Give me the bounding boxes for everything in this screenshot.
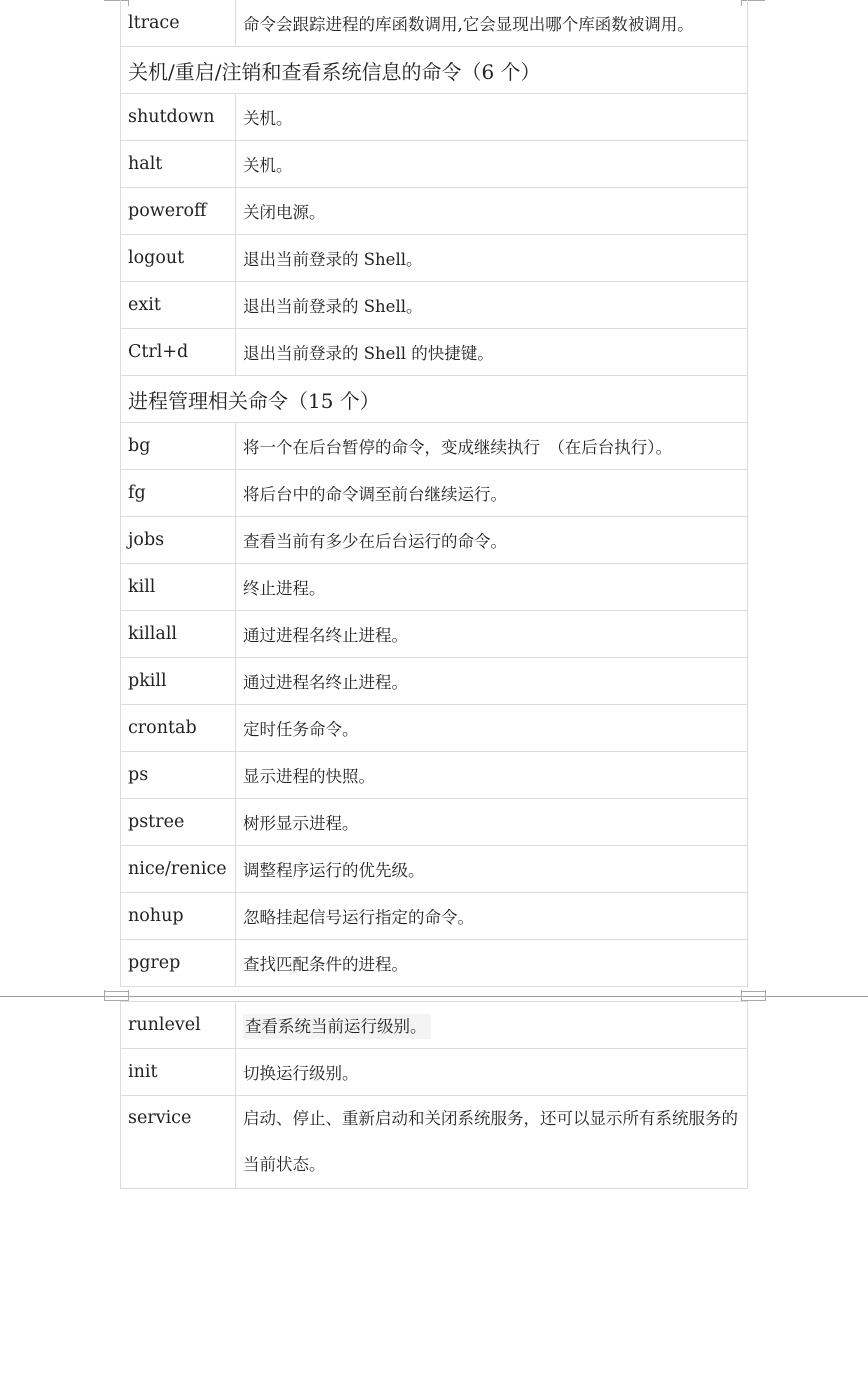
- crop-mark-bottom-left-v2: [128, 990, 129, 1001]
- table-row: [121, 470, 748, 517]
- command-cell: nice/renice: [121, 846, 236, 893]
- command-cell: pgrep: [121, 940, 236, 987]
- description-cell: 忽略挂起信号运行指定的命令。: [236, 893, 748, 940]
- command-cell: nohup: [121, 893, 236, 940]
- description-cell: 退出当前登录的 Shell。: [236, 235, 748, 282]
- description-cell: 终止进程。: [236, 564, 748, 611]
- description-cell: 显示进程的快照。: [236, 752, 748, 799]
- table-row: [121, 235, 748, 282]
- table-row: [121, 188, 748, 235]
- table-row: [121, 282, 748, 329]
- description-cell: 调整程序运行的优先级。: [236, 846, 748, 893]
- table-row: [121, 658, 748, 705]
- description-cell: 命令会跟踪进程的库函数调用,它会显现出哪个库函数被调用。: [236, 0, 748, 47]
- description-cell: 将后台中的命令调至前台继续运行。: [236, 470, 748, 517]
- command-cell: crontab: [121, 705, 236, 752]
- table-row: [121, 1002, 748, 1049]
- page-break-line: [0, 996, 868, 997]
- table-row: [121, 423, 748, 470]
- description-cell: [236, 1002, 748, 1049]
- description-cell: 定时任务命令。: [236, 705, 748, 752]
- crop-mark-bottom-right-v2: [765, 990, 766, 1001]
- table-row: [121, 705, 748, 752]
- table-row: [121, 1096, 748, 1189]
- table-row: [121, 940, 748, 987]
- command-cell: bg: [121, 423, 236, 470]
- description-cell: 关闭电源。: [236, 188, 748, 235]
- description-cell: 查看当前有多少在后台运行的命令。: [236, 517, 748, 564]
- crop-mark-bottom-right-h: [741, 991, 765, 992]
- description-cell: 切换运行级别。: [236, 1049, 748, 1096]
- description-cell: 查找匹配条件的进程。: [236, 940, 748, 987]
- table-row: [121, 329, 748, 376]
- command-cell: jobs: [121, 517, 236, 564]
- command-cell: ps: [121, 752, 236, 799]
- command-cell: killall: [121, 611, 236, 658]
- command-cell: halt: [121, 141, 236, 188]
- command-cell: shutdown: [121, 94, 236, 141]
- table-row: [121, 564, 748, 611]
- section-title: 关机/重启/注销和查看系统信息的命令（6 个）: [121, 47, 748, 94]
- command-table-top: [120, 0, 748, 987]
- command-cell: pstree: [121, 799, 236, 846]
- description-cell: 树形显示进程。: [236, 799, 748, 846]
- description-cell: 退出当前登录的 Shell 的快捷键。: [236, 329, 748, 376]
- table-row: [121, 94, 748, 141]
- section-row: [121, 376, 748, 423]
- table-row: [121, 0, 748, 47]
- command-table-bottom: [120, 1001, 748, 1189]
- command-cell: runlevel: [121, 1002, 236, 1049]
- command-cell: logout: [121, 235, 236, 282]
- description-cell: 关机。: [236, 94, 748, 141]
- page-bottom: [120, 1001, 748, 1189]
- section-title: 进程管理相关命令（15 个）: [121, 376, 748, 423]
- command-cell: exit: [121, 282, 236, 329]
- command-cell: fg: [121, 470, 236, 517]
- table-row: [121, 1049, 748, 1096]
- table-row: [121, 799, 748, 846]
- crop-mark-bottom-left-h: [104, 991, 128, 992]
- table-row: [121, 517, 748, 564]
- command-cell: poweroff: [121, 188, 236, 235]
- table-row: [121, 611, 748, 658]
- description-cell: 退出当前登录的 Shell。: [236, 282, 748, 329]
- page-top: [120, 0, 748, 987]
- section-row: [121, 47, 748, 94]
- description-cell: 通过进程名终止进程。: [236, 611, 748, 658]
- table-row: [121, 893, 748, 940]
- table-row: [121, 141, 748, 188]
- description-cell: 关机。: [236, 141, 748, 188]
- description-cell: 通过进程名终止进程。: [236, 658, 748, 705]
- command-cell: service: [121, 1096, 236, 1189]
- description-cell: 将一个在后台暂停的命令，变成继续执行 （在后台执行）。: [236, 423, 748, 470]
- command-cell: ltrace: [121, 0, 236, 47]
- command-cell: pkill: [121, 658, 236, 705]
- command-cell: kill: [121, 564, 236, 611]
- highlighted-text: 查看系统当前运行级别。: [243, 1014, 431, 1039]
- command-cell: Ctrl+d: [121, 329, 236, 376]
- description-cell: 启动、停止、重新启动和关闭系统服务，还可以显示所有系统服务的当前状态。: [236, 1096, 748, 1189]
- table-row: [121, 846, 748, 893]
- command-cell: init: [121, 1049, 236, 1096]
- table-row: [121, 752, 748, 799]
